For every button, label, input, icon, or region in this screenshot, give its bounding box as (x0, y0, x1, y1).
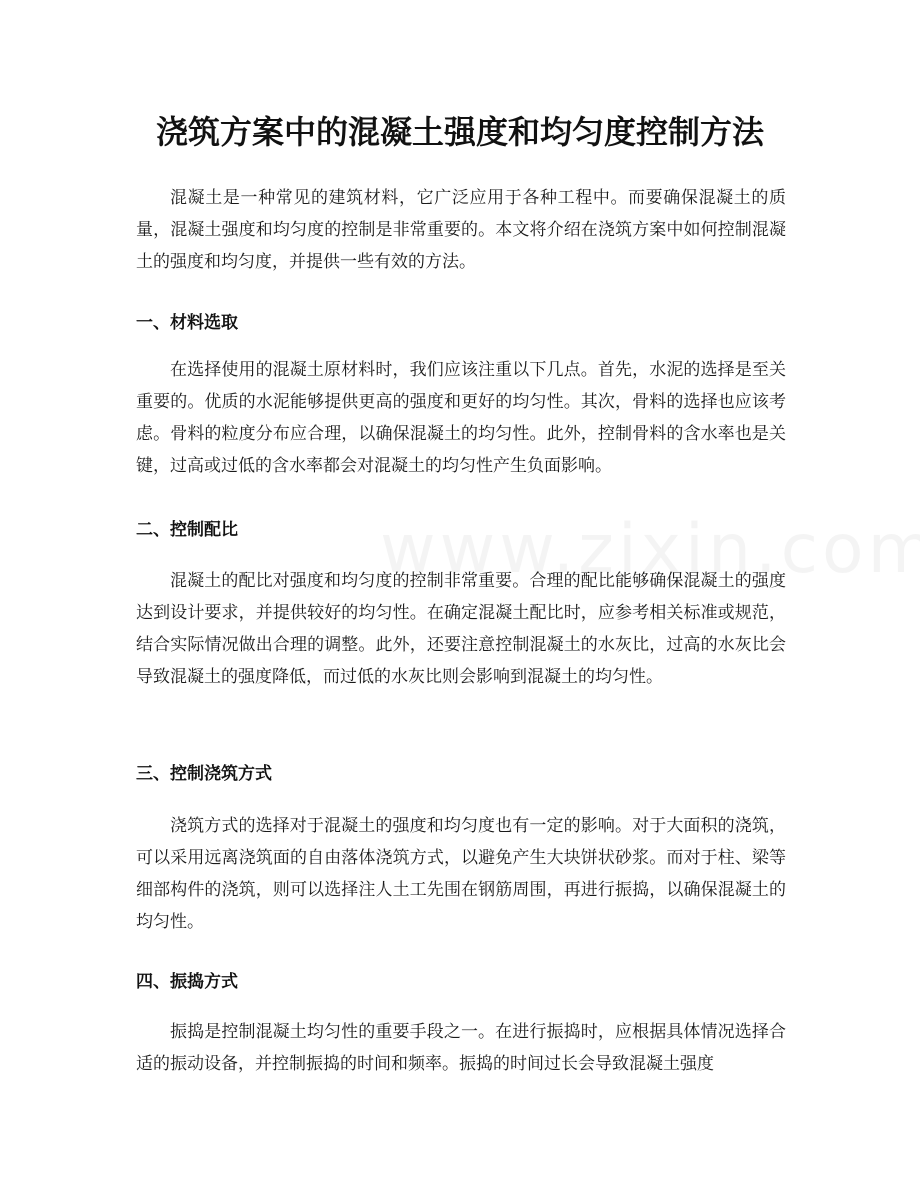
section-heading-vibration: 四、振捣方式 (136, 972, 238, 992)
intro-paragraph: 混凝土是一种常见的建筑材料，它广泛应用于各种工程中。而要确保混凝土的质量，混凝土强度和均匀度的控制是非常重要的。本文将介绍在浇筑方案中如何控制混凝土的强度和均匀度，并提供一些有效的方法。 (136, 188, 786, 272)
document-title: 浇筑方案中的混凝土强度和均匀度控制方法 (155, 113, 764, 151)
section-heading-pouring: 三、控制浇筑方式 (136, 764, 272, 784)
section-body-pouring: 浇筑方式的选择对于混凝土的强度和均匀度也有一定的影响。对于大面积的浇筑，可以采用远离浇筑面的自由落体浇筑方式，以避免产生大块饼状砂浆。而对于柱、梁等细部构件的浇筑，则可以选择注人土工先围在钢筋周围，再进行振捣，以确保混凝土的均匀性。 (136, 816, 786, 932)
section-heading-materials: 一、材料选取 (136, 313, 238, 333)
section-body-vibration: 振捣是控制混凝土均匀性的重要手段之一。在进行振捣时，应根据具体情况选择合适的振动设备，并控制振捣的时间和频率。振捣的时间过长会导致混凝土强度 (136, 1022, 786, 1074)
section-heading-mix-ratio: 二、控制配比 (136, 520, 238, 540)
section-body-mix-ratio: 混凝土的配比对强度和均匀度的控制非常重要。合理的配比能够确保混凝土的强度达到设计要求，并提供较好的均匀性。在确定混凝土配比时，应参考相关标准或规范，结合实际情况做出合理的调整。此外，还要注意控制混凝土的水灰比，过高的水灰比会导致混凝土的强度降低，而过低的水灰比则会影响到混凝土的均匀性。 (136, 571, 786, 687)
section-body-materials: 在选择使用的混凝土原材料时，我们应该注重以下几点。首先，水泥的选择是至关重要的。优质的水泥能够提供更高的强度和更好的均匀性。其次，骨料的选择也应该考虑。骨料的粒度分布应合理，以确保混凝土的均匀性。此外，控制骨料的含水率也是关键，过高或过低的含水率都会对混凝土的均匀性产生负面影响。 (136, 360, 786, 476)
